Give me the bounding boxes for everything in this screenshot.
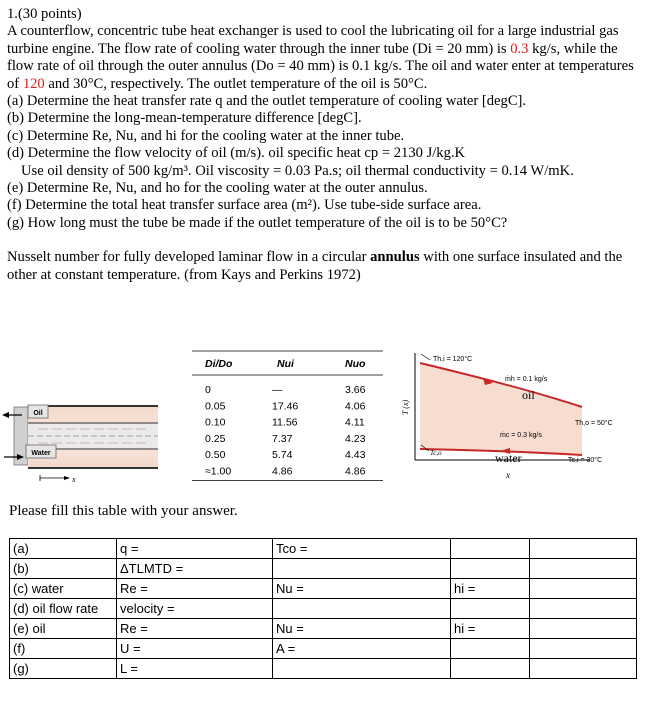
figure: [0, 345, 645, 485]
mc-label: ṁc = 0.3 kg/s: [500, 432, 542, 439]
answer-row-label: (e) oil: [10, 619, 117, 639]
answer-cell[interactable]: q =: [117, 539, 273, 559]
answer-cell[interactable]: [451, 659, 530, 679]
mh-label: ṁh = 0.1 kg/s: [505, 376, 548, 383]
answer-cell[interactable]: [530, 579, 637, 599]
header-nu-o: Nuo: [345, 358, 366, 370]
header-di-do: Di/Do: [205, 358, 233, 370]
question-g: (g) How long must the tube be made if the outlet temperature of the oil is to be 50°C?: [7, 214, 508, 231]
x-axis-label: x: [506, 470, 510, 480]
oil-curve-label: oil: [522, 388, 535, 402]
answer-cell[interactable]: [273, 659, 451, 679]
answer-table[interactable]: [9, 538, 637, 679]
answer-cell[interactable]: U =: [117, 639, 273, 659]
answer-row-label: (c) water: [10, 579, 117, 599]
nu-table-cell: 0.25: [205, 432, 226, 445]
answer-cell[interactable]: [451, 639, 530, 659]
nusselt-table: [192, 351, 383, 481]
answer-cell[interactable]: [451, 599, 530, 619]
answer-cell[interactable]: Tco =: [273, 539, 451, 559]
nu-table-cell: 0.10: [205, 416, 226, 429]
answer-cell[interactable]: ΔTLMTD =: [117, 559, 273, 579]
tc-out-label: Tc,o: [430, 449, 442, 457]
nusselt-note: Nusselt number for fully developed laminar flow in a circular annulus with one surface insulated and the other at constant temperature. (from Kays and Perkins 1972): [7, 249, 623, 283]
answer-row-label: (f): [10, 639, 117, 659]
oil-label: Oil: [33, 410, 43, 417]
water-curve-label: water: [495, 451, 522, 465]
header-nu-i: Nui: [277, 358, 294, 370]
answer-cell[interactable]: [451, 539, 530, 559]
answer-row: [10, 559, 637, 579]
problem-intro: A counterflow, concentric tube heat exchanger is used to cool the lubricating oil for a large industrial gas turbine engine. The flow rate of cooling water through the inner tube (Di = 20 mm) is 0.3 kg/s, while the flow rate of oil through the outer annulus (Do = 40 mm) is 0.1 kg/s. The oil and water enter at temperatures of 120 and 30°C, respectively. The outlet temperature of the oil is 50°C.: [7, 23, 634, 92]
nu-table-cell: 0.05: [205, 400, 226, 413]
nu-table-cell: 4.43: [345, 449, 366, 462]
oil-inlet-temp: 120: [22, 75, 45, 92]
question-c: (c) Determine Re, Nu, and hi for the cooling water at the inner tube.: [7, 127, 405, 144]
question-b: (b) Determine the long-mean-temperature difference [degC].: [7, 110, 362, 127]
problem-header: 1.(30 points): [7, 6, 82, 22]
nu-table-cell: 3.66: [345, 384, 366, 396]
exchanger-schematic: [2, 405, 158, 484]
nu-table-cell: 11.56: [272, 416, 298, 429]
answer-cell[interactable]: [273, 559, 451, 579]
answer-cell[interactable]: [530, 639, 637, 659]
answer-row: [10, 539, 637, 559]
nu-table-cell: 7.37: [272, 432, 293, 445]
answer-row: [10, 659, 637, 679]
answer-cell[interactable]: [530, 539, 637, 559]
nu-table-cell: 4.86: [345, 465, 366, 478]
nu-table-cell: 4.11: [345, 416, 365, 429]
answer-cell[interactable]: [530, 559, 637, 579]
th-in-label: Th,i = 120°C: [433, 356, 473, 363]
problem-statement: [7, 6, 637, 284]
answer-cell[interactable]: velocity =: [117, 599, 273, 619]
nu-table-cell: —: [272, 384, 283, 396]
answer-row: [10, 639, 637, 659]
answer-cell[interactable]: [530, 619, 637, 639]
answer-row-label: (d) oil flow rate: [10, 599, 117, 619]
answer-cell[interactable]: Re =: [117, 619, 273, 639]
nu-table-cell: 4.86: [272, 465, 293, 478]
answer-row: [10, 619, 637, 639]
question-d-properties: Use oil density of 500 kg/m³. Oil viscosity = 0.03 Pa.s; oil thermal conductivity = 0.14 W/mK.: [21, 162, 574, 179]
temperature-plot: [401, 353, 613, 480]
nu-table-cell: 0: [205, 384, 211, 396]
nu-table-cell: 4.23: [345, 432, 366, 445]
answer-cell[interactable]: Re =: [117, 579, 273, 599]
y-axis-label: T (x): [401, 399, 410, 415]
answer-cell[interactable]: L =: [117, 659, 273, 679]
schematic-x-label: x: [72, 475, 76, 484]
answer-row-label: (g): [10, 659, 117, 679]
water-label: Water: [31, 450, 51, 457]
answer-cell[interactable]: [530, 599, 637, 619]
answer-cell[interactable]: [530, 659, 637, 679]
question-f: (f) Determine the total heat transfer surface area (m²). Use tube-side surface area.: [7, 197, 482, 214]
answer-cell[interactable]: hi =: [451, 579, 530, 599]
answer-cell[interactable]: hi =: [451, 619, 530, 639]
nu-table-cell: 17.46: [272, 400, 299, 413]
nu-table-cell: ≈1.00: [205, 465, 232, 478]
question-e: (e) Determine Re, Nu, and ho for the cooling water at the outer annulus.: [7, 180, 428, 197]
question-a: (a) Determine the heat transfer rate q and the outlet temperature of cooling water [degC].: [7, 93, 527, 110]
nu-table-cell: 5.74: [272, 449, 293, 462]
answer-row-label: (a): [10, 539, 117, 559]
answer-cell[interactable]: [451, 559, 530, 579]
answer-cell[interactable]: Nu =: [273, 579, 451, 599]
answer-cell[interactable]: [273, 599, 451, 619]
answer-cell[interactable]: Nu =: [273, 619, 451, 639]
fill-instruction: Please fill this table with your answer.: [9, 503, 238, 519]
tc-in-label: Tc,i = 30°C: [568, 457, 603, 464]
water-flow-rate: 0.3: [510, 40, 529, 57]
question-d: (d) Determine the flow velocity of oil (m/s). oil specific heat cp = 2130 J/kg.K: [7, 145, 466, 162]
answer-row: [10, 599, 637, 619]
answer-cell[interactable]: A =: [273, 639, 451, 659]
answer-row-label: (b): [10, 559, 117, 579]
nu-table-cell: 0.50: [205, 449, 226, 462]
nu-table-cell: 4.06: [345, 400, 366, 413]
th-out-label: Th,o = 50°C: [575, 420, 613, 427]
answer-row: [10, 579, 637, 599]
